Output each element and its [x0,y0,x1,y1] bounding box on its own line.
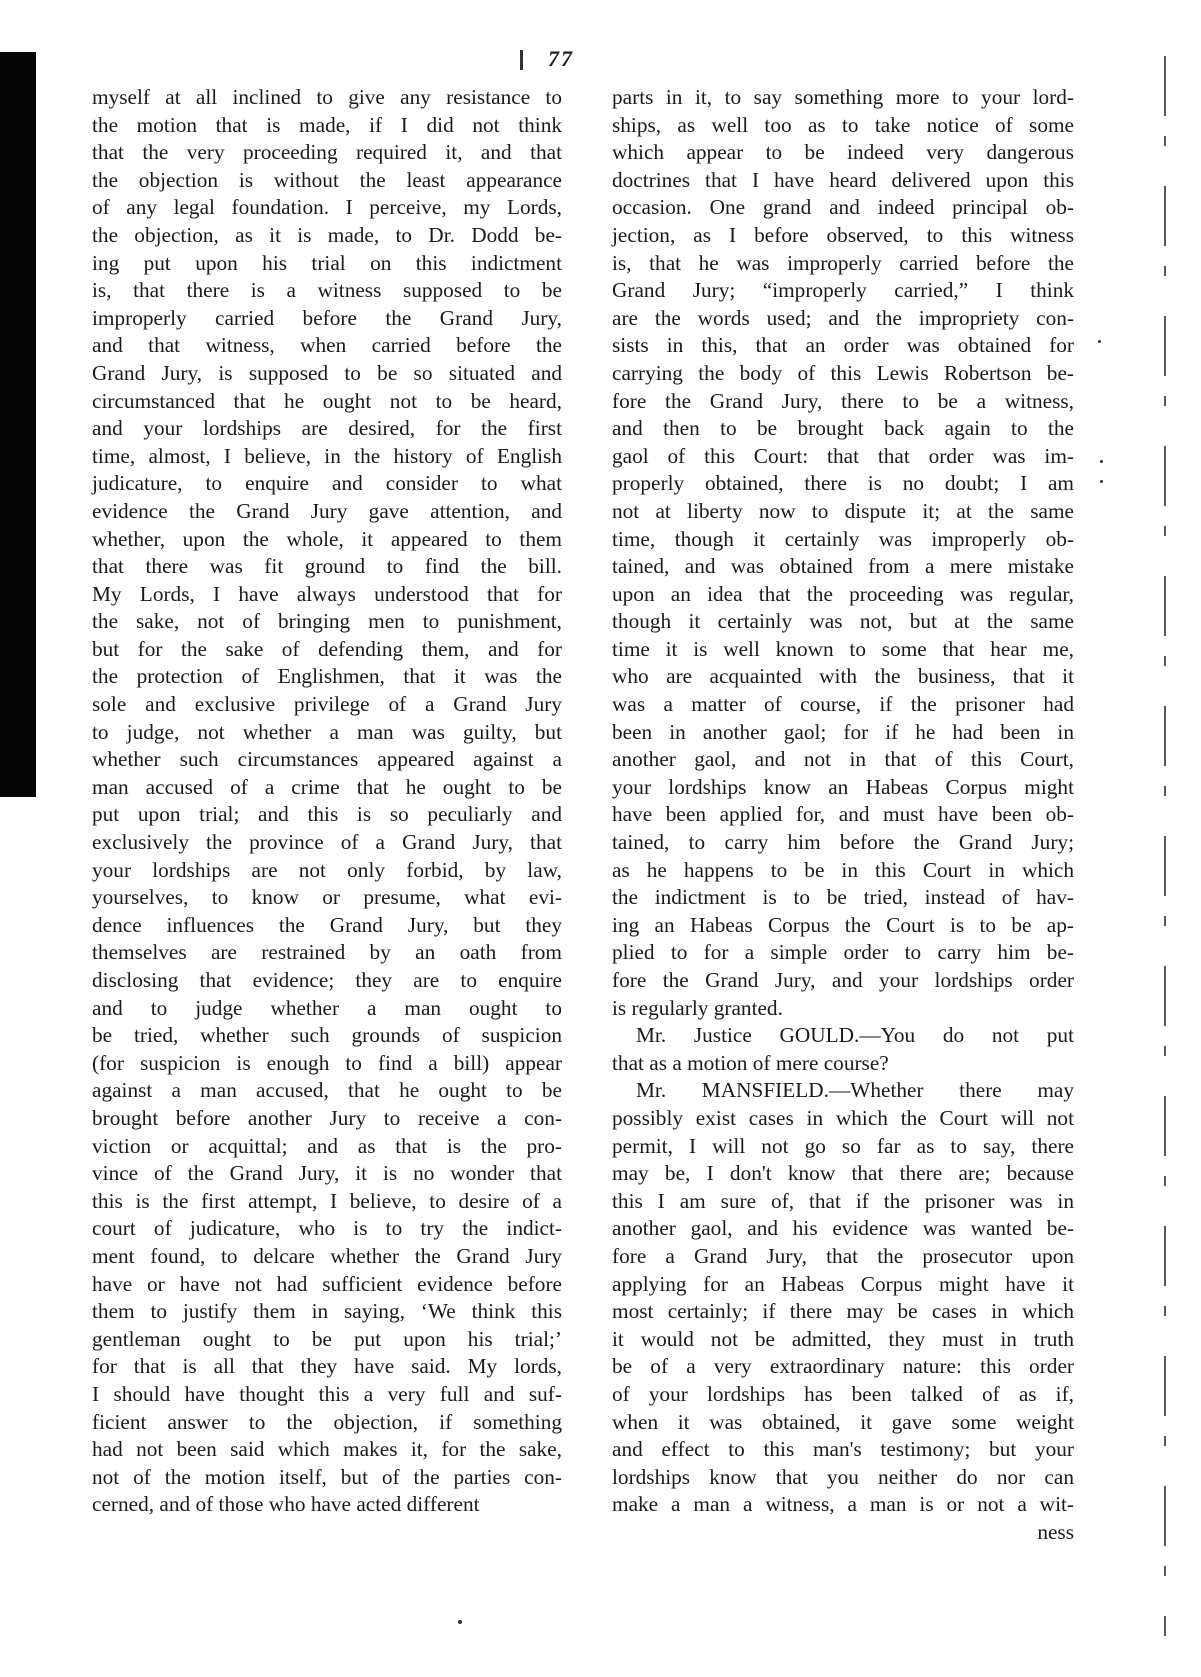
text-line: that as a motion of mere course? [612,1050,889,1075]
text-line: the indictment is to be tried, instead of hav- [612,885,1074,910]
text-line: though it certainly was not, but at the same [612,609,1074,634]
text-line: Grand Jury, is supposed to be so situated and [92,360,562,385]
text-line: tained, to carry him before the Grand Jury; [612,830,1074,855]
text-line: carrying the body of this Lewis Robertson be- [612,360,1074,385]
text-line: plied to for a simple order to carry him be- [612,940,1074,965]
text-line: and then to be brought back again to the [612,416,1074,441]
text-line: your lordships know an Habeas Corpus might [612,774,1074,799]
text-line: be tried, whether such grounds of suspicion [92,1023,562,1048]
text-line: yourselves, to know or presume, what evi- [92,885,562,910]
text-line: viction or acquittal; and as that is the pro- [92,1133,562,1158]
text-line: permit, I will not go so far as to say, there [612,1133,1074,1158]
text-line: cerned, and of those who have acted different [92,1492,480,1517]
text-line: time, though it certainly was improperly ob- [612,526,1074,551]
text-line: most certainly; if there may be cases in which [612,1299,1074,1324]
text-line: judicature, to enquire and consider to what [92,471,562,496]
text-line: had not been said which makes it, for the sake, [92,1437,562,1462]
text-line: gaol of this Court: that that order was im- [612,443,1074,468]
text-line: is regularly granted. [612,995,783,1020]
text-line: ing an Habeas Corpus the Court is to be ap- [612,912,1074,937]
text-line: evidence the Grand Jury gave attention, and [92,498,562,523]
text-line: of any legal foundation. I perceive, my Lords, [92,195,562,220]
text-line: the objection, as it is made, to Dr. Dodd be- [92,222,562,247]
text-line: lordships know that you neither do nor can [612,1464,1074,1489]
text-line: was a matter of course, if the prisoner had [612,692,1074,717]
text-line: is, that there is a witness supposed to be [92,278,562,303]
text-line: dence influences the Grand Jury, but they [92,912,562,937]
text-line: and that witness, when carried before the [92,333,562,358]
text-line: ness [1037,1519,1074,1544]
text-line: tained, and was obtained from a mere mistake [612,554,1074,579]
text-line: which appear to be indeed very dangerous [612,140,1074,165]
text-line: the sake, not of bringing men to punishment, [92,609,562,634]
text-line: ment found, to delcare whether the Grand Jury [92,1243,562,1268]
scan-speck [1098,340,1101,343]
text-line: this is the first attempt, I believe, to desire of a [92,1188,562,1213]
text-line: been in another gaol; for if he had been in [612,719,1074,744]
text-line: is, that he was improperly carried before the [612,250,1074,275]
scan-mark [520,50,523,70]
left-text-column [92,84,562,1519]
text-line: My Lords, I have always understood that for [92,581,562,606]
text-line: make a man a witness, a man is or not a wit- [612,1492,1074,1517]
text-line: put upon trial; and this is so peculiarly and [92,802,562,827]
text-line: man accused of a crime that he ought to be [92,774,562,799]
text-line: vince of the Grand Jury, it is no wonder that [92,1161,562,1186]
scan-speck [1100,460,1103,463]
text-line: time it is well known to some that hear me, [612,636,1074,661]
text-line: doctrines that I have heard delivered upon this [612,167,1074,192]
text-line: have or have not had sufficient evidence before [92,1271,562,1296]
text-line: be of a very extraordinary nature: this order [612,1354,1074,1379]
text-line: improperly carried before the Grand Jury, [92,305,562,330]
page-number: 77 [548,46,574,71]
text-line: to judge, not whether a man was guilty, but [92,719,562,744]
text-line: fore the Grand Jury, there to be a witness, [612,388,1074,413]
text-line: are the words used; and the impropriety con- [612,305,1074,330]
text-line: fore the Grand Jury, and your lordships order [612,968,1074,992]
text-line: against a man accused, that he ought to be [92,1078,562,1103]
text-line: of your lordships has been talked of as if, [612,1381,1074,1406]
text-line: that the very proceeding required it, and that [92,140,562,165]
text-line: disclosing that evidence; they are to enquire [92,968,562,992]
text-line: that there was fit ground to find the bill. [92,554,562,579]
text-line: (for suspicion is enough to find a bill) appear [92,1050,562,1075]
text-line: it would not be admitted, they must in truth [612,1326,1074,1351]
text-line: ficient answer to the objection, if something [92,1409,562,1434]
text-line: sists in this, that an order was obtained for [612,333,1074,358]
text-line: your lordships are not only forbid, by law, [92,857,562,882]
text-line: who are acquainted with the business, that it [612,664,1074,689]
text-line: and to judge whether a man ought to [92,995,562,1020]
text-line: when it was obtained, it gave some weight [612,1409,1074,1434]
text-line: whether, upon the whole, it appeared to them [92,526,562,551]
text-line: not of the motion itself, but of the parties con- [92,1464,562,1489]
text-line: parts in it, to say something more to your lord- [612,85,1074,109]
text-line: circumstanced that he ought not to be heard, [92,388,562,413]
text-line: the protection of Englishmen, that it was the [92,664,562,689]
text-line: myself at all inclined to give any resistance to [92,85,562,109]
text-line: them to justify them in saying, ‘We think this [92,1299,562,1324]
text-line: ing put upon his trial on this indictment [92,250,562,275]
scan-speck [1100,480,1103,483]
text-line: Grand Jury; “improperly carried,” I think [612,278,1074,303]
text-line: fore a Grand Jury, that the prosecutor upon [612,1243,1074,1268]
text-line: jection, as I before observed, to this witness [612,222,1074,247]
text-line: whether such circumstances appeared against a [92,747,562,772]
text-line: sole and exclusive privilege of a Grand Jury [92,692,562,717]
text-line: as he happens to be in this Court in which [612,857,1074,882]
text-line: occasion. One grand and indeed principal ob- [612,195,1074,220]
text-line: ships, as well too as to take notice of some [612,112,1074,137]
text-line: applying for an Habeas Corpus might have it [612,1271,1074,1296]
text-line: gentleman ought to be put upon his trial;’ [92,1326,562,1351]
text-line: may be, I don't know that there are; because [612,1161,1074,1186]
text-line: have been applied for, and must have been ob- [612,802,1074,827]
scan-right-edge [1164,56,1166,1636]
text-line: themselves are restrained by an oath from [92,940,562,965]
scan-speck [458,1620,462,1624]
text-line: another gaol, and not in that of this Court, [612,747,1074,772]
text-line: Mr. MANSFIELD.—Whether there may [636,1078,1074,1103]
text-line: this I am sure of, that if the prisoner was in [612,1188,1074,1213]
scan-binding-edge [0,52,36,797]
text-line: for that is all that they have said. My lords, [92,1354,562,1379]
text-line: Mr. Justice GOULD.—You do not put [636,1023,1074,1048]
text-line: upon an idea that the proceeding was regular, [612,581,1074,606]
text-line: the objection is without the least appearance [92,167,562,192]
text-line: properly obtained, there is no doubt; I am [612,471,1074,496]
text-line: but for the sake of defending them, and for [92,636,562,661]
text-line: and effect to this man's testimony; but your [612,1437,1074,1462]
text-line: exclusively the province of a Grand Jury, that [92,830,562,855]
text-line: the motion that is made, if I did not think [92,112,562,137]
right-text-column [612,84,1074,1546]
text-line: time, almost, I believe, in the history of English [92,443,562,468]
text-line: another gaol, and his evidence was wanted be- [612,1216,1074,1241]
text-line: possibly exist cases in which the Court will not [612,1105,1074,1130]
text-line: and your lordships are desired, for the first [92,416,562,441]
text-line: I should have thought this a very full and suf- [92,1381,562,1406]
text-line: court of judicature, who is to try the indict- [92,1216,562,1241]
text-line: brought before another Jury to receive a con- [92,1105,562,1130]
text-line: not at liberty now to dispute it; at the same [612,498,1074,523]
